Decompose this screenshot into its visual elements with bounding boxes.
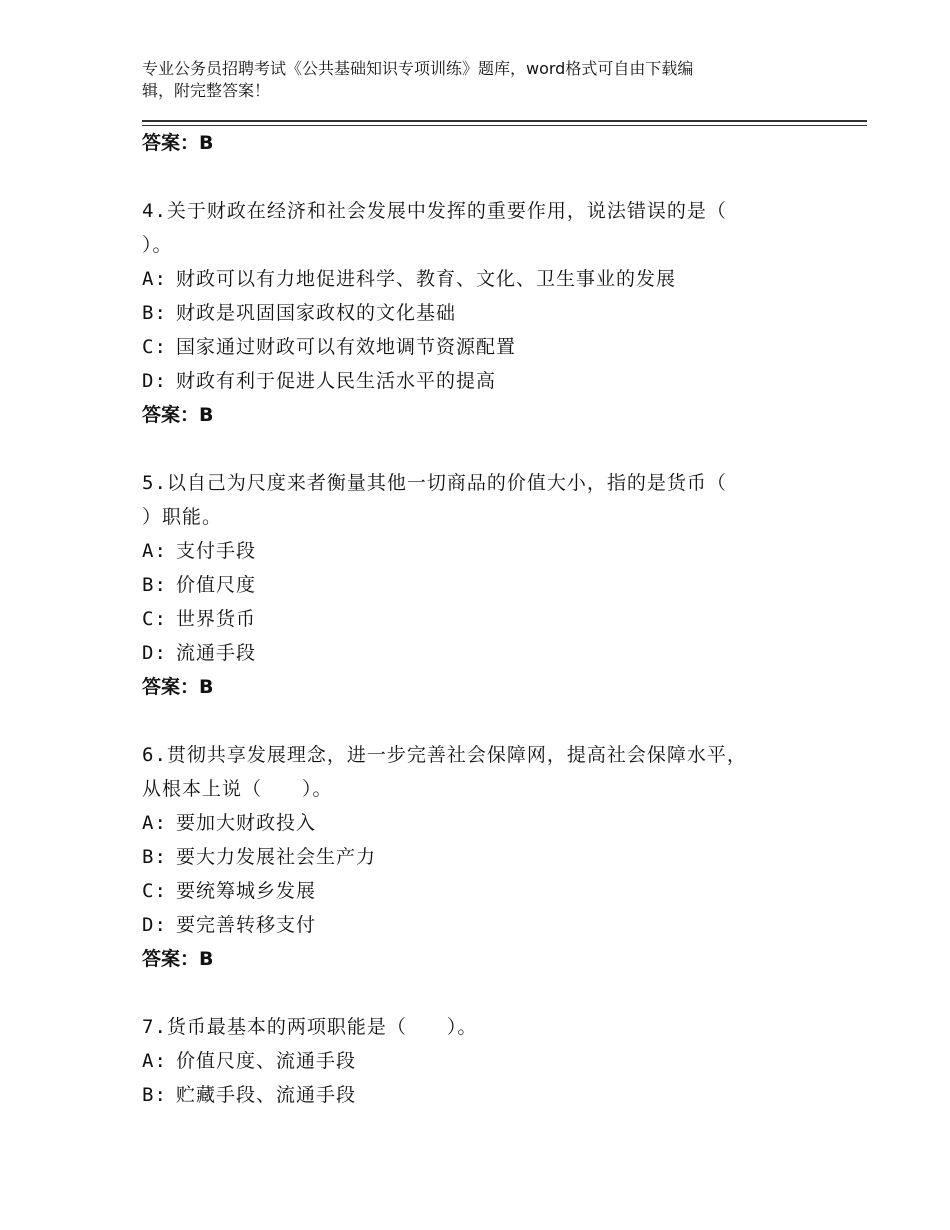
header-line-2: 辑，附完整答案！ bbox=[142, 81, 271, 100]
answer-label: 答案：B bbox=[142, 132, 214, 154]
question-5 bbox=[142, 466, 842, 704]
document-body bbox=[142, 126, 842, 1112]
document-header bbox=[142, 58, 832, 102]
option-b: B: 要大力发展社会生产力 bbox=[142, 846, 377, 868]
header-rule-thick bbox=[142, 120, 867, 122]
option-c: C: 要统筹城乡发展 bbox=[142, 880, 317, 902]
answer-label: 答案：B bbox=[142, 948, 214, 970]
option-d: D: 流通手段 bbox=[142, 642, 257, 664]
option-a: A: 价值尺度、流通手段 bbox=[142, 1050, 357, 1072]
question-stem: ）职能。 bbox=[142, 506, 223, 528]
question-6 bbox=[142, 738, 842, 976]
answer-label: 答案：B bbox=[142, 676, 214, 698]
option-c: C: 世界货币 bbox=[142, 608, 257, 630]
question-4 bbox=[142, 194, 842, 432]
question-stem: 4.关于财政在经济和社会发展中发挥的重要作用，说法错误的是（ bbox=[142, 200, 727, 222]
question-7 bbox=[142, 1010, 842, 1112]
option-d: D: 要完善转移支付 bbox=[142, 914, 317, 936]
question-stem: 7.货币最基本的两项职能是（ ）。 bbox=[142, 1016, 478, 1038]
option-a: A: 财政可以有力地促进科学、教育、文化、卫生事业的发展 bbox=[142, 268, 677, 290]
question-stem: 6.贯彻共享发展理念，进一步完善社会保障网，提高社会保障水平， bbox=[142, 744, 747, 766]
header-line-1: 专业公务员招聘考试《公共基础知识专项训练》题库，word格式可自由下载编 bbox=[142, 59, 694, 78]
question-stem: 从根本上说（ ）。 bbox=[142, 778, 333, 800]
option-b: B: 价值尺度 bbox=[142, 574, 257, 596]
option-c: C: 国家通过财政可以有效地调节资源配置 bbox=[142, 336, 517, 358]
question-stem: ）。 bbox=[142, 234, 173, 256]
option-d: D: 财政有利于促进人民生活水平的提高 bbox=[142, 370, 497, 392]
option-a: A: 要加大财政投入 bbox=[142, 812, 317, 834]
answer-label: 答案：B bbox=[142, 404, 214, 426]
question-stem: 5.以自己为尺度来者衡量其他一切商品的价值大小，指的是货币（ bbox=[142, 472, 727, 494]
option-b: B: 贮藏手段、流通手段 bbox=[142, 1084, 357, 1106]
option-a: A: 支付手段 bbox=[142, 540, 257, 562]
option-b: B: 财政是巩固国家政权的文化基础 bbox=[142, 302, 457, 324]
